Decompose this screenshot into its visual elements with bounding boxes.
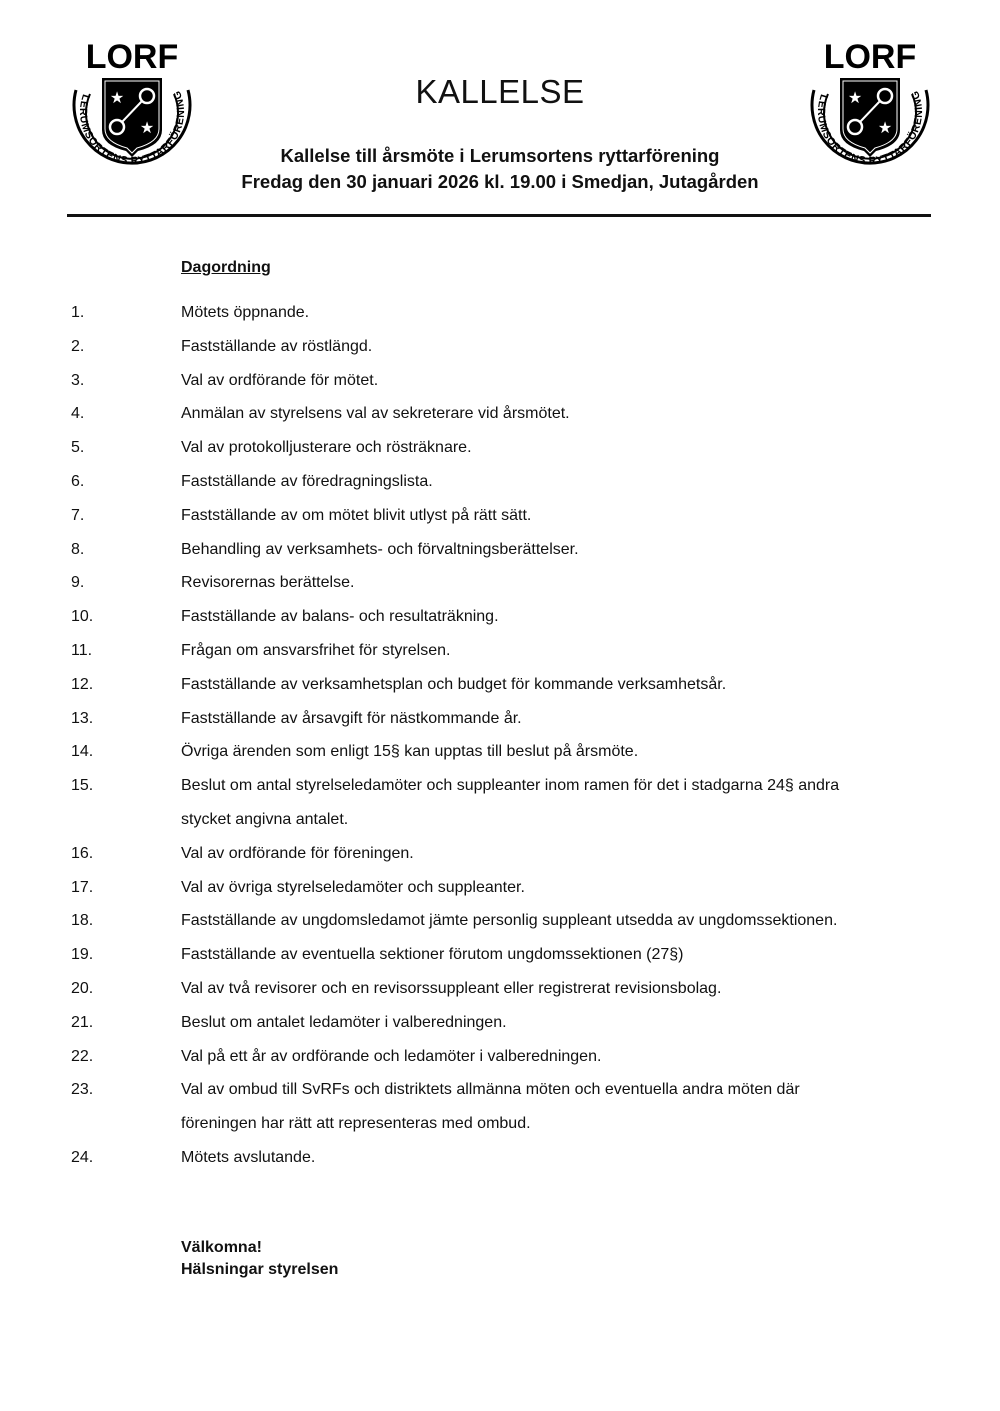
agenda-item-text [181,465,951,499]
agenda-item-number: 3. [71,371,85,389]
agenda-item-line: Val av ordförande för mötet. [181,371,379,389]
agenda-item-number: 16. [71,844,94,862]
agenda-item-line: Fastställande av verksamhetsplan och budget för kommande verksamhetsår. [181,675,727,693]
agenda-item-line: Beslut om antal styrelseledamöter och suppleanter inom ramen för det i stadgarna 24§ andra [181,777,840,795]
agenda-item-number: 18. [71,912,94,930]
agenda-item-continuation: föreningen har rätt att representeras med ombud. [181,1115,531,1133]
agenda-item-number: 7. [71,506,85,524]
svg-text:LORF: LORF [823,38,917,76]
agenda-list [71,296,951,1175]
agenda-item [71,600,951,634]
agenda-item [71,938,951,972]
agenda-item-text [181,499,951,533]
agenda-item-text [181,735,951,769]
agenda-item-line: Val av övriga styrelseledamöter och suppleanter. [181,878,525,896]
agenda-item-text [181,938,951,972]
agenda-item-line: Fastställande av ungdomsledamot jämte personlig suppleant utsedda av ungdomssektionen. [181,912,838,930]
agenda-item-number: 4. [71,405,85,423]
agenda-item-line: Mötets öppnande. [181,304,310,321]
agenda-item-line: Fastställande av röstlängd. [181,337,373,355]
agenda-item-text [181,1006,951,1040]
svg-text:LERUMSORTENS RYTTARFÖRENING: LERUMSORTENS RYTTARFÖRENING [76,88,188,168]
agenda-item-text [181,904,951,938]
agenda-item-text [181,566,951,600]
agenda-item-line: Behandling av verksamhets- och förvaltningsberättelser. [181,540,579,558]
agenda-item [71,533,951,567]
club-logo-right [800,30,940,190]
agenda-item-continuation: stycket angivna antalet. [181,810,349,828]
header-divider [67,214,931,217]
agenda-item-number: 24. [71,1148,94,1166]
agenda-item-line: Beslut om antalet ledamöter i valberedningen. [181,1013,507,1031]
agenda-item [71,431,951,465]
agenda-heading: Dagordning [181,259,271,276]
agenda-item-line: Fastställande av balans- och resultaträkning. [181,608,499,626]
agenda-item-text [181,1073,951,1141]
agenda-item-line: Fastställande av eventuella sektioner förutom ungdomssektionen (27§) [181,946,684,964]
agenda-item [71,499,951,533]
agenda-item [71,634,951,668]
agenda-item-number: 5. [71,439,85,457]
closing-signature: Hälsningar styrelsen [181,1261,339,1278]
agenda-item-text [181,533,951,567]
agenda-item [71,837,951,871]
agenda-item-text [181,1141,951,1175]
agenda-item-line: Val av ombud till SvRFs och distriktets allmänna möten och eventuella andra möten där [181,1081,800,1099]
agenda-item [71,296,951,330]
agenda-item-line: Mötets avslutande. [181,1148,316,1166]
agenda-item-number: 20. [71,979,94,997]
agenda-item [71,735,951,769]
agenda-item-line: Revisorernas berättelse. [181,574,355,592]
agenda-item-number: 11. [71,641,93,659]
agenda-item-text [181,364,951,398]
agenda-item-text [181,296,951,330]
agenda-item-text [181,634,951,668]
agenda-item [71,1006,951,1040]
agenda-item-line: Frågan om ansvarsfrihet för styrelsen. [181,641,451,659]
agenda-item [71,364,951,398]
agenda-item [71,702,951,736]
agenda-item [71,972,951,1006]
svg-text:★: ★ [139,120,155,137]
agenda-item-number: 9. [71,574,85,592]
agenda-item-line: Val av ordförande för föreningen. [181,844,414,862]
agenda-item-number: 21. [71,1013,94,1031]
agenda-item-text [181,972,951,1006]
agenda-item-number: 23. [71,1081,94,1099]
agenda-item-line: Fastställande av årsavgift för nästkommande år. [181,709,522,727]
agenda-item-number: 1. [71,304,85,321]
agenda-item-line: Val av protokolljusterare och rösträknare. [181,439,472,457]
svg-text:★: ★ [109,90,125,107]
subtitle-line-1: Kallelse till årsmöte i Lerumsortens ryttarförening [280,145,720,166]
agenda-item-line: Val av två revisorer och en revisorssuppleant eller registrerat revisionsbolag. [181,979,722,997]
subtitle-line-2: Fredag den 30 januari 2026 kl. 19.00 i Smedjan, Jutagården [241,171,759,192]
agenda-item [71,566,951,600]
agenda-item-number: 12. [71,675,94,693]
agenda-item-text [181,397,951,431]
agenda-item-number: 10. [71,608,94,626]
svg-text:LORF: LORF [85,38,179,76]
agenda-item-line: Fastställande av om mötet blivit utlyst på rätt sätt. [181,506,532,524]
agenda-item-number: 2. [71,337,85,355]
svg-text:★: ★ [847,90,863,107]
agenda-item-text [181,871,951,905]
agenda-item-number: 22. [71,1047,94,1065]
agenda-item-number: 17. [71,878,94,896]
agenda-item [71,769,951,837]
agenda-item [71,397,951,431]
agenda-item-number: 15. [71,777,94,795]
agenda-item-line: Val på ett år av ordförande och ledamöter i valberedningen. [181,1047,602,1065]
agenda-item [71,330,951,364]
agenda-item-line: Övriga ärenden som enligt 15§ kan upptas till beslut på årsmöte. [181,743,639,761]
agenda-item-text [181,769,951,837]
svg-text:LERUMSORTENS RYTTARFÖRENING: LERUMSORTENS RYTTARFÖRENING [814,88,926,168]
agenda-item-text [181,668,951,702]
agenda-item [71,1040,951,1074]
agenda-item [71,465,951,499]
agenda-item-number: 13. [71,709,94,727]
agenda-item-text [181,837,951,871]
agenda-item-number: 8. [71,540,85,558]
agenda-item-text [181,431,951,465]
agenda-item-line: Anmälan av styrelsens val av sekreterare vid årsmötet. [181,405,570,423]
agenda-item-text [181,702,951,736]
agenda-item [71,871,951,905]
closing-block [181,1237,338,1281]
agenda-item-number: 19. [71,946,94,964]
agenda-item-line: Fastställande av föredragningslista. [181,472,433,490]
agenda-item-text [181,1040,951,1074]
svg-text:★: ★ [877,120,893,137]
closing-welcome: Välkomna! [181,1239,262,1256]
agenda-item-text [181,330,951,364]
agenda-item [71,1141,951,1175]
agenda-item-number: 14. [71,743,94,761]
agenda-item-number: 6. [71,472,85,490]
document-title: KALLELSE [415,73,585,110]
agenda-item [71,668,951,702]
agenda-item-text [181,600,951,634]
agenda-item [71,904,951,938]
agenda-item [71,1073,951,1141]
